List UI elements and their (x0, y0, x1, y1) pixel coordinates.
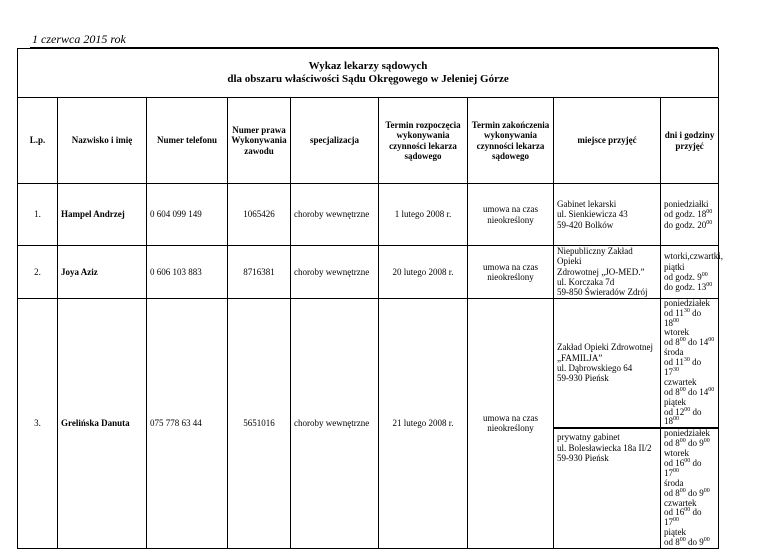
cell-line: czwartek (664, 376, 697, 387)
cell-line: „FAMILJA” (557, 352, 603, 363)
header-start-date: Termin rozpoczęcia wykonywania czynności lekarza sądowego (379, 98, 468, 184)
cell-line: od $11^{30}$ do $18^{00}$ (664, 307, 702, 328)
cell-line: od $8^{00}$ do $14^{00}$ (664, 386, 715, 397)
row-license: 8716381 (228, 246, 291, 299)
row-phone: 075 778 63 44 (147, 298, 228, 548)
row-specialization: choroby wewnętrzne (291, 246, 379, 299)
cell-line: 59-850 Świeradów Zdrój (557, 287, 648, 298)
cell-line: poniedziałek (664, 428, 710, 439)
row-specialization: choroby wewnętrzne (291, 298, 379, 548)
title-line-2: dla obszaru właściwości Sądu Okręgowego w Jeleniej Górze (227, 73, 509, 85)
cell-line: ul. Korczaka 7d (557, 277, 615, 288)
header-place: miejsce przyjęć (554, 98, 661, 184)
doctors-table (17, 48, 723, 549)
cell-line: czwartek (664, 497, 697, 508)
cell-line: od godz. $18^{00}$ (664, 209, 713, 220)
header-name: Nazwisko i imię (58, 98, 147, 184)
cell-line: Zdrowotnej „JO-MED.” (557, 266, 645, 277)
header-lp: L.p. (18, 98, 58, 184)
title-line-1: Wykaz lekarzy sądowych (308, 60, 428, 73)
header-specialization: specjalizacja (291, 98, 379, 184)
row-name: Hampel Andrzej (58, 184, 147, 246)
cell-line: Niepubliczny Zakład Opieki (557, 246, 633, 267)
row-hours (661, 184, 719, 246)
row-hours (661, 246, 723, 299)
row-lp: 1. (18, 184, 58, 246)
cell-line: poniedziałek (664, 297, 710, 308)
row-name: Grelińska Danuta (58, 298, 147, 548)
cell-line: Gabinet lekarski (557, 198, 617, 209)
cell-line: od $8^{00}$ do $9^{00}$ (664, 537, 710, 548)
document-date: 1 czerwca 2015 rok (32, 32, 126, 46)
table-row (18, 184, 719, 246)
cell-line: od $11^{30}$ do $17^{30}$ (664, 357, 702, 377)
row-lp: 2. (18, 246, 58, 299)
row-end-date: umowa na czas nieokreślony (468, 184, 554, 246)
cell-line: środa (664, 477, 684, 488)
table-row (18, 298, 719, 428)
cell-line: ul. Sienkiewicza 43 (557, 209, 628, 220)
table-title (18, 49, 719, 98)
header-row (18, 98, 719, 184)
row-hours (661, 298, 719, 428)
cell-line: wtorek (664, 448, 689, 459)
row-end-date: umowa na czas nieokreślony (468, 298, 554, 548)
cell-line: do godz. $20^{00}$ (664, 219, 713, 230)
header-phone: Numer telefonu (147, 98, 228, 184)
cell-line: piątek (664, 527, 686, 538)
cell-line: do godz. $13^{00}$ (664, 282, 713, 293)
cell-line: wtorki,czwartki, (664, 251, 723, 262)
cell-line: od $8^{00}$ do $14^{00}$ (664, 337, 715, 348)
row-place (554, 298, 661, 428)
cell-line: od godz. $9^{00}$ (664, 271, 708, 282)
cell-line: środa (664, 347, 684, 358)
row-place-secondary (554, 428, 661, 548)
row-license: 5651016 (228, 298, 291, 548)
row-end-date: umowa na czas nieokreślony (468, 246, 554, 299)
cell-line: od $8^{00}$ do $9^{00}$ (664, 438, 710, 449)
row-name: Joya Aziz (58, 246, 147, 299)
row-specialization: choroby wewnętrzne (291, 184, 379, 246)
row-start-date: 1 lutego 2008 r. (379, 184, 468, 246)
cell-line: ul. Bolesławiecka 18a II/2 (557, 442, 652, 453)
row-hours-secondary (661, 428, 719, 548)
table-row (18, 246, 719, 299)
cell-line: od $8^{00}$ do $9^{00}$ (664, 487, 710, 498)
header-end-date: Termin zakończenia wykonywania czynności lekarza sądowego (468, 98, 554, 184)
row-place (554, 246, 661, 299)
row-phone: 0 604 099 149 (147, 184, 228, 246)
row-start-date: 21 lutego 2008 r. (379, 298, 468, 548)
cell-line: 59-420 Bolków (557, 219, 614, 230)
cell-line: od $16^{00}$ do $17^{00}$ (664, 457, 702, 478)
header-hours: dni i godziny przyjęć (661, 98, 719, 184)
cell-line: ul. Dąbrowskiego 64 (557, 363, 633, 373)
row-phone: 0 606 103 883 (147, 246, 228, 299)
cell-line: od $12^{00}$ do $18^{00}$ (664, 406, 702, 427)
row-license: 1065426 (228, 184, 291, 246)
row-place (554, 184, 661, 246)
row-start-date: 20 lutego 2008 r. (379, 246, 468, 299)
header-license: Numer prawa Wykonywania zawodu (228, 98, 291, 184)
row-lp: 3. (18, 298, 58, 548)
cell-line: wtorek (664, 327, 689, 338)
cell-line: 59-930 Pieńsk (557, 373, 609, 384)
cell-line: Zakład Opieki Zdrowotnej (557, 342, 653, 353)
cell-line: piątek (664, 396, 686, 407)
cell-line: od $16^{00}$ do $17^{00}$ (664, 507, 702, 528)
cell-line: poniedziałki (664, 198, 709, 209)
cell-line: prywatny gabinet (557, 432, 620, 443)
cell-line: piątki (664, 261, 685, 272)
cell-line: 59-930 Pieńsk (557, 452, 609, 463)
